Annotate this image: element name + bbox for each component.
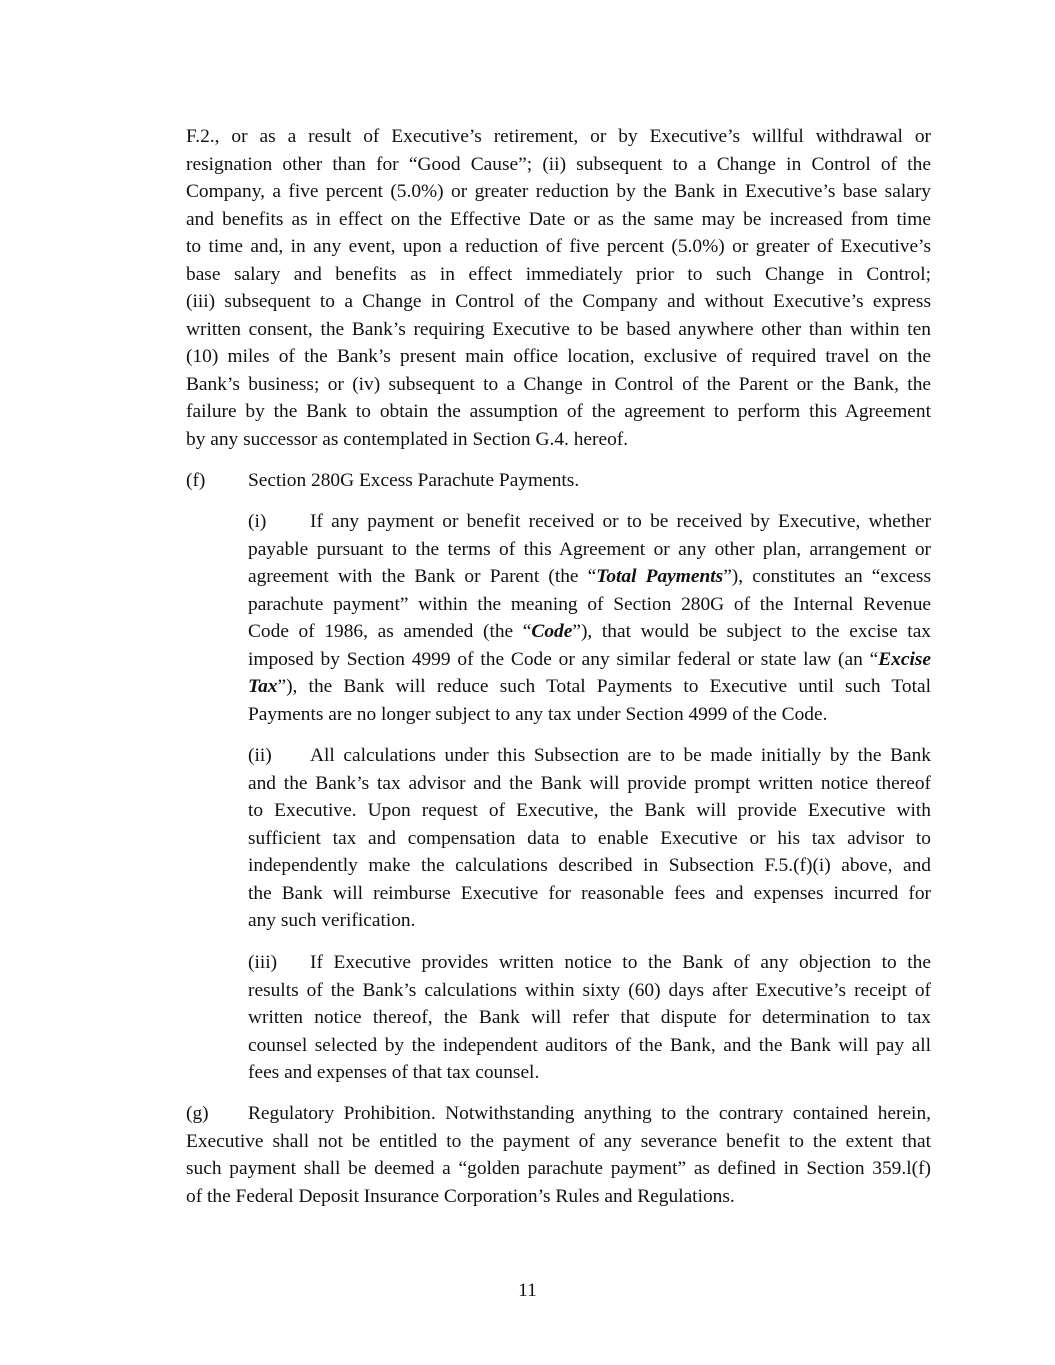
text-line — [248, 855, 931, 877]
text-segment: counsel selected by the independent auditors of the Bank, and the Bank will pay all — [248, 1034, 931, 1056]
text-segment: (10) miles of the Bank’s present main office location, exclusive of required travel on the — [186, 346, 931, 367]
defined-term: Tax — [248, 676, 278, 697]
text-segment: to time and, in any event, upon a reduction of five percent (5.0%) or greater of Executive’s — [186, 236, 931, 257]
text-line — [310, 952, 931, 974]
text-line — [248, 649, 931, 671]
text-segment: (iii) subsequent to a Change in Control of the Company and without Executive’s express — [186, 291, 931, 312]
text-segment: sufficient tax and compensation data to enable Executive or his tax advisor to — [248, 827, 931, 849]
text-segment: parachute payment” within the meaning of Section 280G of the Internal Revenue — [248, 593, 931, 615]
text-segment: failure by the Bank to obtain the assumption of the agreement to perform this Agreement — [186, 401, 931, 422]
section-label: (f) — [186, 470, 206, 491]
text-segment: Section 280G Excess Parachute Payments. — [248, 470, 580, 491]
text-segment: Payments are no longer subject to any tax under Section 4999 of the Code. — [248, 703, 828, 725]
text-segment: Company, a five percent (5.0%) or greater reduction by the Bank in Executive’s base salary — [186, 181, 931, 202]
text-line — [186, 236, 931, 258]
text-segment: agreement with the Bank or Parent (the “ — [248, 566, 597, 587]
text-segment: Bank’s business; or (iv) subsequent to a Change in Control of the Parent or the Bank, the — [186, 373, 931, 395]
section-label: (iii) — [248, 952, 278, 973]
text-segment: by any successor as contemplated in Section G.4. hereof. — [186, 428, 629, 450]
text-line — [186, 209, 931, 231]
text-segment: such payment shall be deemed a “golden parachute payment” as defined in Section 359.l(f) — [186, 1158, 931, 1179]
text-segment: All calculations under this Subsection are to be made initially by the Bank — [310, 745, 931, 766]
text-line — [248, 594, 931, 616]
text-line — [248, 773, 931, 795]
text-segment: to Executive. Upon request of Executive, the Bank will provide Executive with — [248, 800, 931, 821]
text-segment: If any payment or benefit received or to be received by Executive, whether — [310, 511, 931, 532]
text-segment: ”), the Bank will reduce such Total Payments to Executive until such Total — [277, 676, 931, 697]
text-line — [248, 704, 827, 726]
text-line — [186, 154, 931, 176]
text-segment: independently make the calculations described in Subsection F.5.(f)(i) above, and — [248, 855, 931, 876]
text-segment: and the Bank’s tax advisor and the Bank will provide prompt written notice thereof — [248, 772, 931, 794]
text-segment: any such verification. — [248, 910, 416, 931]
text-line — [248, 980, 931, 1002]
text-segment: the Bank will reimburse Executive for reasonable fees and expenses incurred for — [248, 882, 931, 904]
text-segment: ”), that would be subject to the excise tax — [572, 621, 931, 642]
section-label: (ii) — [248, 745, 272, 766]
text-line — [186, 264, 931, 286]
text-line — [186, 1158, 931, 1180]
text-line — [186, 374, 931, 396]
text-line — [186, 126, 931, 148]
text-segment: Executive shall not be entitled to the payment of any severance benefit to the extent that — [186, 1130, 931, 1152]
defined-term: Total Payments — [596, 566, 724, 587]
text-segment: imposed by Section 4999 of the Code or any similar federal or state law (an “ — [248, 648, 879, 670]
text-line — [248, 1103, 931, 1125]
defined-term: Code — [531, 621, 573, 642]
text-segment: F.2., or as a result of Executive’s retirement, or by Executive’s willful withdrawal or — [186, 126, 931, 147]
text-line — [248, 1035, 931, 1057]
text-line — [310, 511, 931, 533]
text-line — [186, 401, 931, 423]
text-segment: resignation other than for “Good Cause”; (ii) subsequent to a Change in Control of the — [186, 153, 931, 175]
text-line — [186, 181, 931, 203]
text-line — [186, 429, 628, 451]
text-segment: ”), constitutes an “excess — [723, 566, 931, 587]
text-line — [248, 883, 931, 905]
text-segment: fees and expenses of that tax counsel. — [248, 1062, 540, 1083]
defined-term: Excise — [878, 648, 931, 670]
text-line — [248, 800, 931, 822]
text-segment: If Executive provides written notice to the Bank of any objection to the — [310, 952, 931, 973]
text-line — [186, 319, 931, 341]
text-segment: written notice thereof, the Bank will refer that dispute for determination to tax — [248, 1007, 931, 1028]
text-line — [186, 1186, 735, 1208]
text-line — [310, 745, 931, 767]
section-label: (i) — [248, 511, 267, 532]
text-segment: written consent, the Bank’s requiring Executive to be based anywhere other than within ten — [186, 318, 931, 340]
text-line — [186, 346, 931, 368]
text-line — [248, 1062, 539, 1084]
text-line — [186, 291, 931, 313]
text-segment: Code of 1986, as amended (the “ — [248, 621, 532, 642]
text-segment: and benefits as in effect on the Effective Date or as the same may be increased from time — [186, 208, 931, 230]
text-line — [248, 539, 931, 561]
page-number: 11 — [518, 1280, 537, 1301]
text-segment: Regulatory Prohibition. Notwithstanding anything to the contrary contained herein, — [248, 1103, 931, 1124]
text-segment: payable pursuant to the terms of this Agreement or any other plan, arrangement or — [248, 538, 931, 560]
text-line — [248, 1007, 931, 1029]
text-line — [248, 828, 931, 850]
text-line — [248, 566, 931, 588]
text-segment: of the Federal Deposit Insurance Corporation’s Rules and Regulations. — [186, 1185, 735, 1207]
text-line — [248, 910, 415, 932]
text-segment: base salary and benefits as in effect immediately prior to such Change in Control; — [186, 263, 931, 285]
section-label: (g) — [186, 1103, 209, 1124]
text-segment: results of the Bank’s calculations within sixty (60) days after Executive’s receipt of — [248, 979, 931, 1001]
text-line — [248, 676, 931, 698]
text-line — [248, 470, 579, 492]
text-line — [248, 621, 931, 643]
text-line — [186, 1131, 931, 1153]
